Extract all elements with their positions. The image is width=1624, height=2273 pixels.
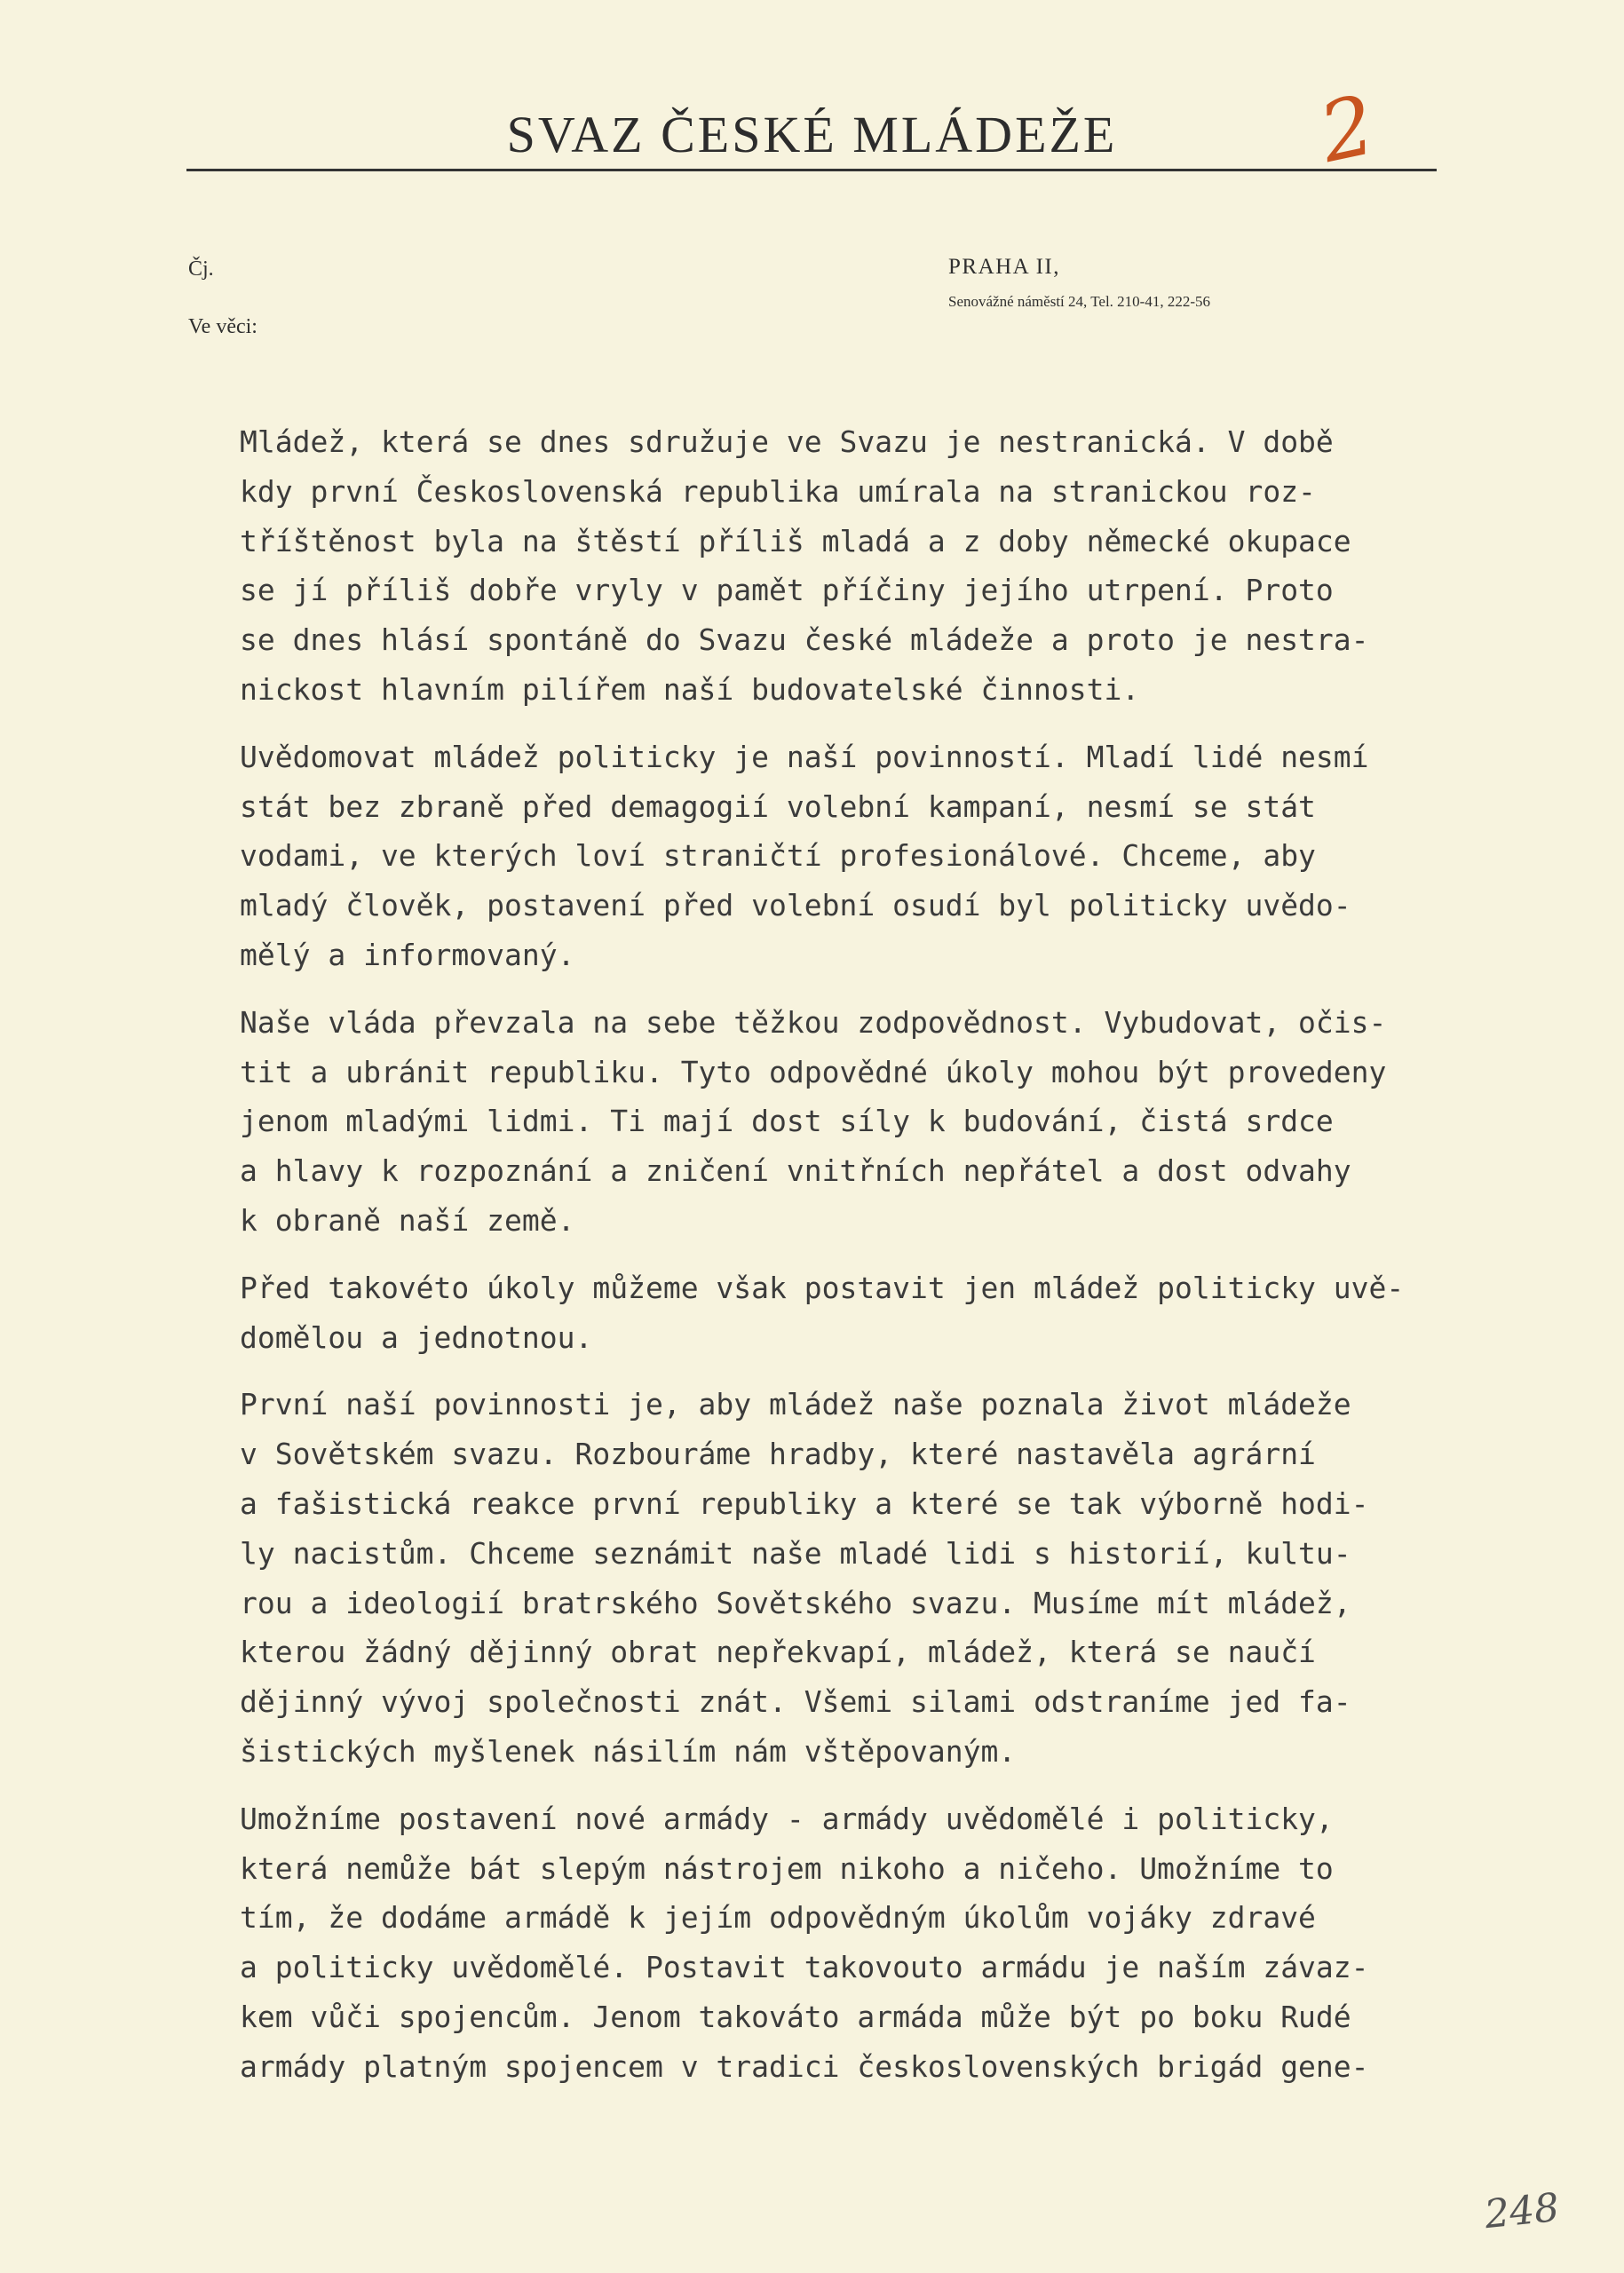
paragraph: [240, 998, 1545, 1246]
text-line: k obraně naší země.: [240, 1202, 575, 1238]
text-line: Před takovéto úkoly můžeme však postavit jen mládež politicky uvě-: [240, 1270, 1405, 1305]
paragraph: [240, 733, 1545, 980]
text-line: mladý člověk, postavení před volební osudí byl politicky uvědo-: [240, 888, 1351, 923]
text-line: vodami, ve kterých loví straničtí profesionálové. Chceme, aby: [240, 838, 1316, 874]
text-line: nickost hlavním pilířem naší budovatelské činnosti.: [240, 671, 1140, 707]
paragraph: [240, 1794, 1545, 2092]
text-line: tím, že dodáme armádě k jejím odpovědným úkolům vojáky zdravé: [240, 1900, 1316, 1936]
text-line: která nemůže bát slepým nástrojem nikoho a ničeho. Umožníme to: [240, 1850, 1334, 1886]
reference-label: Čj.: [188, 257, 214, 281]
text-line: armády platným spojencem v tradici československých brigád gene-: [240, 2048, 1369, 2084]
text-line: a politicky uvědomělé. Postavit takovouto armádu je naším závaz-: [240, 1950, 1369, 1985]
paragraph: [240, 1380, 1545, 1776]
text-line: se dnes hlásí spontáně do Svazu české mládeže a proto je nestra-: [240, 622, 1369, 658]
address-line: Senovážné náměstí 24, Tel. 210-41, 222-56: [948, 293, 1210, 310]
text-line: kterou žádný dějinný obrat nepřekvapí, mládež, která se naučí: [240, 1635, 1316, 1670]
text-line: kem vůči spojencům. Jenom takováto armáda může být po boku Rudé: [240, 1999, 1351, 2034]
text-line: a hlavy k rozpoznání a zničení vnitřních nepřátel a dost odvahy: [240, 1153, 1351, 1189]
text-line: rou a ideologií bratrského Sovětského svazu. Musíme mít mládež,: [240, 1585, 1351, 1620]
handwritten-archive-number: 248: [1482, 2184, 1562, 2238]
text-line: Naše vláda převzala na sebe těžkou zodpovědnost. Vybudovat, očis-: [240, 1004, 1387, 1040]
text-line: ly nacistům. Chceme seznámit naše mladé lidi s historií, kultu-: [240, 1535, 1351, 1571]
city-line: PRAHA II,: [948, 255, 1061, 279]
text-line: Mládež, která se dnes sdružuje ve Svazu je nestranická. V době: [240, 424, 1334, 459]
text-line: jenom mladými lidmi. Ti mají dost síly k budování, čistá srdce: [240, 1104, 1334, 1139]
letterhead-title: SVAZ ČESKÉ MLÁDEŽE: [506, 106, 1118, 163]
text-line: dějinný vývoj společnosti znát. Všemi silami odstraníme jed fa-: [240, 1684, 1351, 1720]
text-line: stát bez zbraně před demagogií volební kampaní, nesmí se stát: [240, 788, 1316, 824]
text-line: šistických myšlenek násilím nám vštěpovaným.: [240, 1733, 1017, 1769]
handwritten-page-mark: 2: [1311, 77, 1383, 181]
paragraph: [240, 1263, 1545, 1363]
text-line: domělou a jednotnou.: [240, 1319, 593, 1355]
text-line: Umožníme postavení nové armády - armády uvědomělé i politicky,: [240, 1801, 1334, 1836]
letterhead-rule: [186, 169, 1437, 171]
text-line: kdy první Československá republika umírala na stranickou roz-: [240, 473, 1316, 509]
text-line: tříštěnost byla na štěstí příliš mladá a z doby německé okupace: [240, 523, 1351, 558]
paragraph: [240, 417, 1545, 715]
subject-label: Ve věci:: [188, 315, 257, 338]
text-line: se jí příliš dobře vryly v pamět příčiny jejího utrpení. Proto: [240, 573, 1334, 608]
text-line: a fašistická reakce první republiky a které se tak výborně hodi-: [240, 1485, 1369, 1521]
text-line: mělý a informovaný.: [240, 937, 575, 972]
text-line: Uvědomovat mládež politicky je naší povinností. Mladí lidé nesmí: [240, 739, 1369, 774]
text-line: tit a ubránit republiku. Tyto odpovědné úkoly mohou být provedeny: [240, 1054, 1387, 1089]
text-line: v Sovětském svazu. Rozbouráme hradby, které nastavěla agrární: [240, 1437, 1316, 1472]
letter-body: [240, 417, 1545, 2110]
text-line: První naší povinnosti je, aby mládež naše poznala život mládeže: [240, 1387, 1351, 1422]
